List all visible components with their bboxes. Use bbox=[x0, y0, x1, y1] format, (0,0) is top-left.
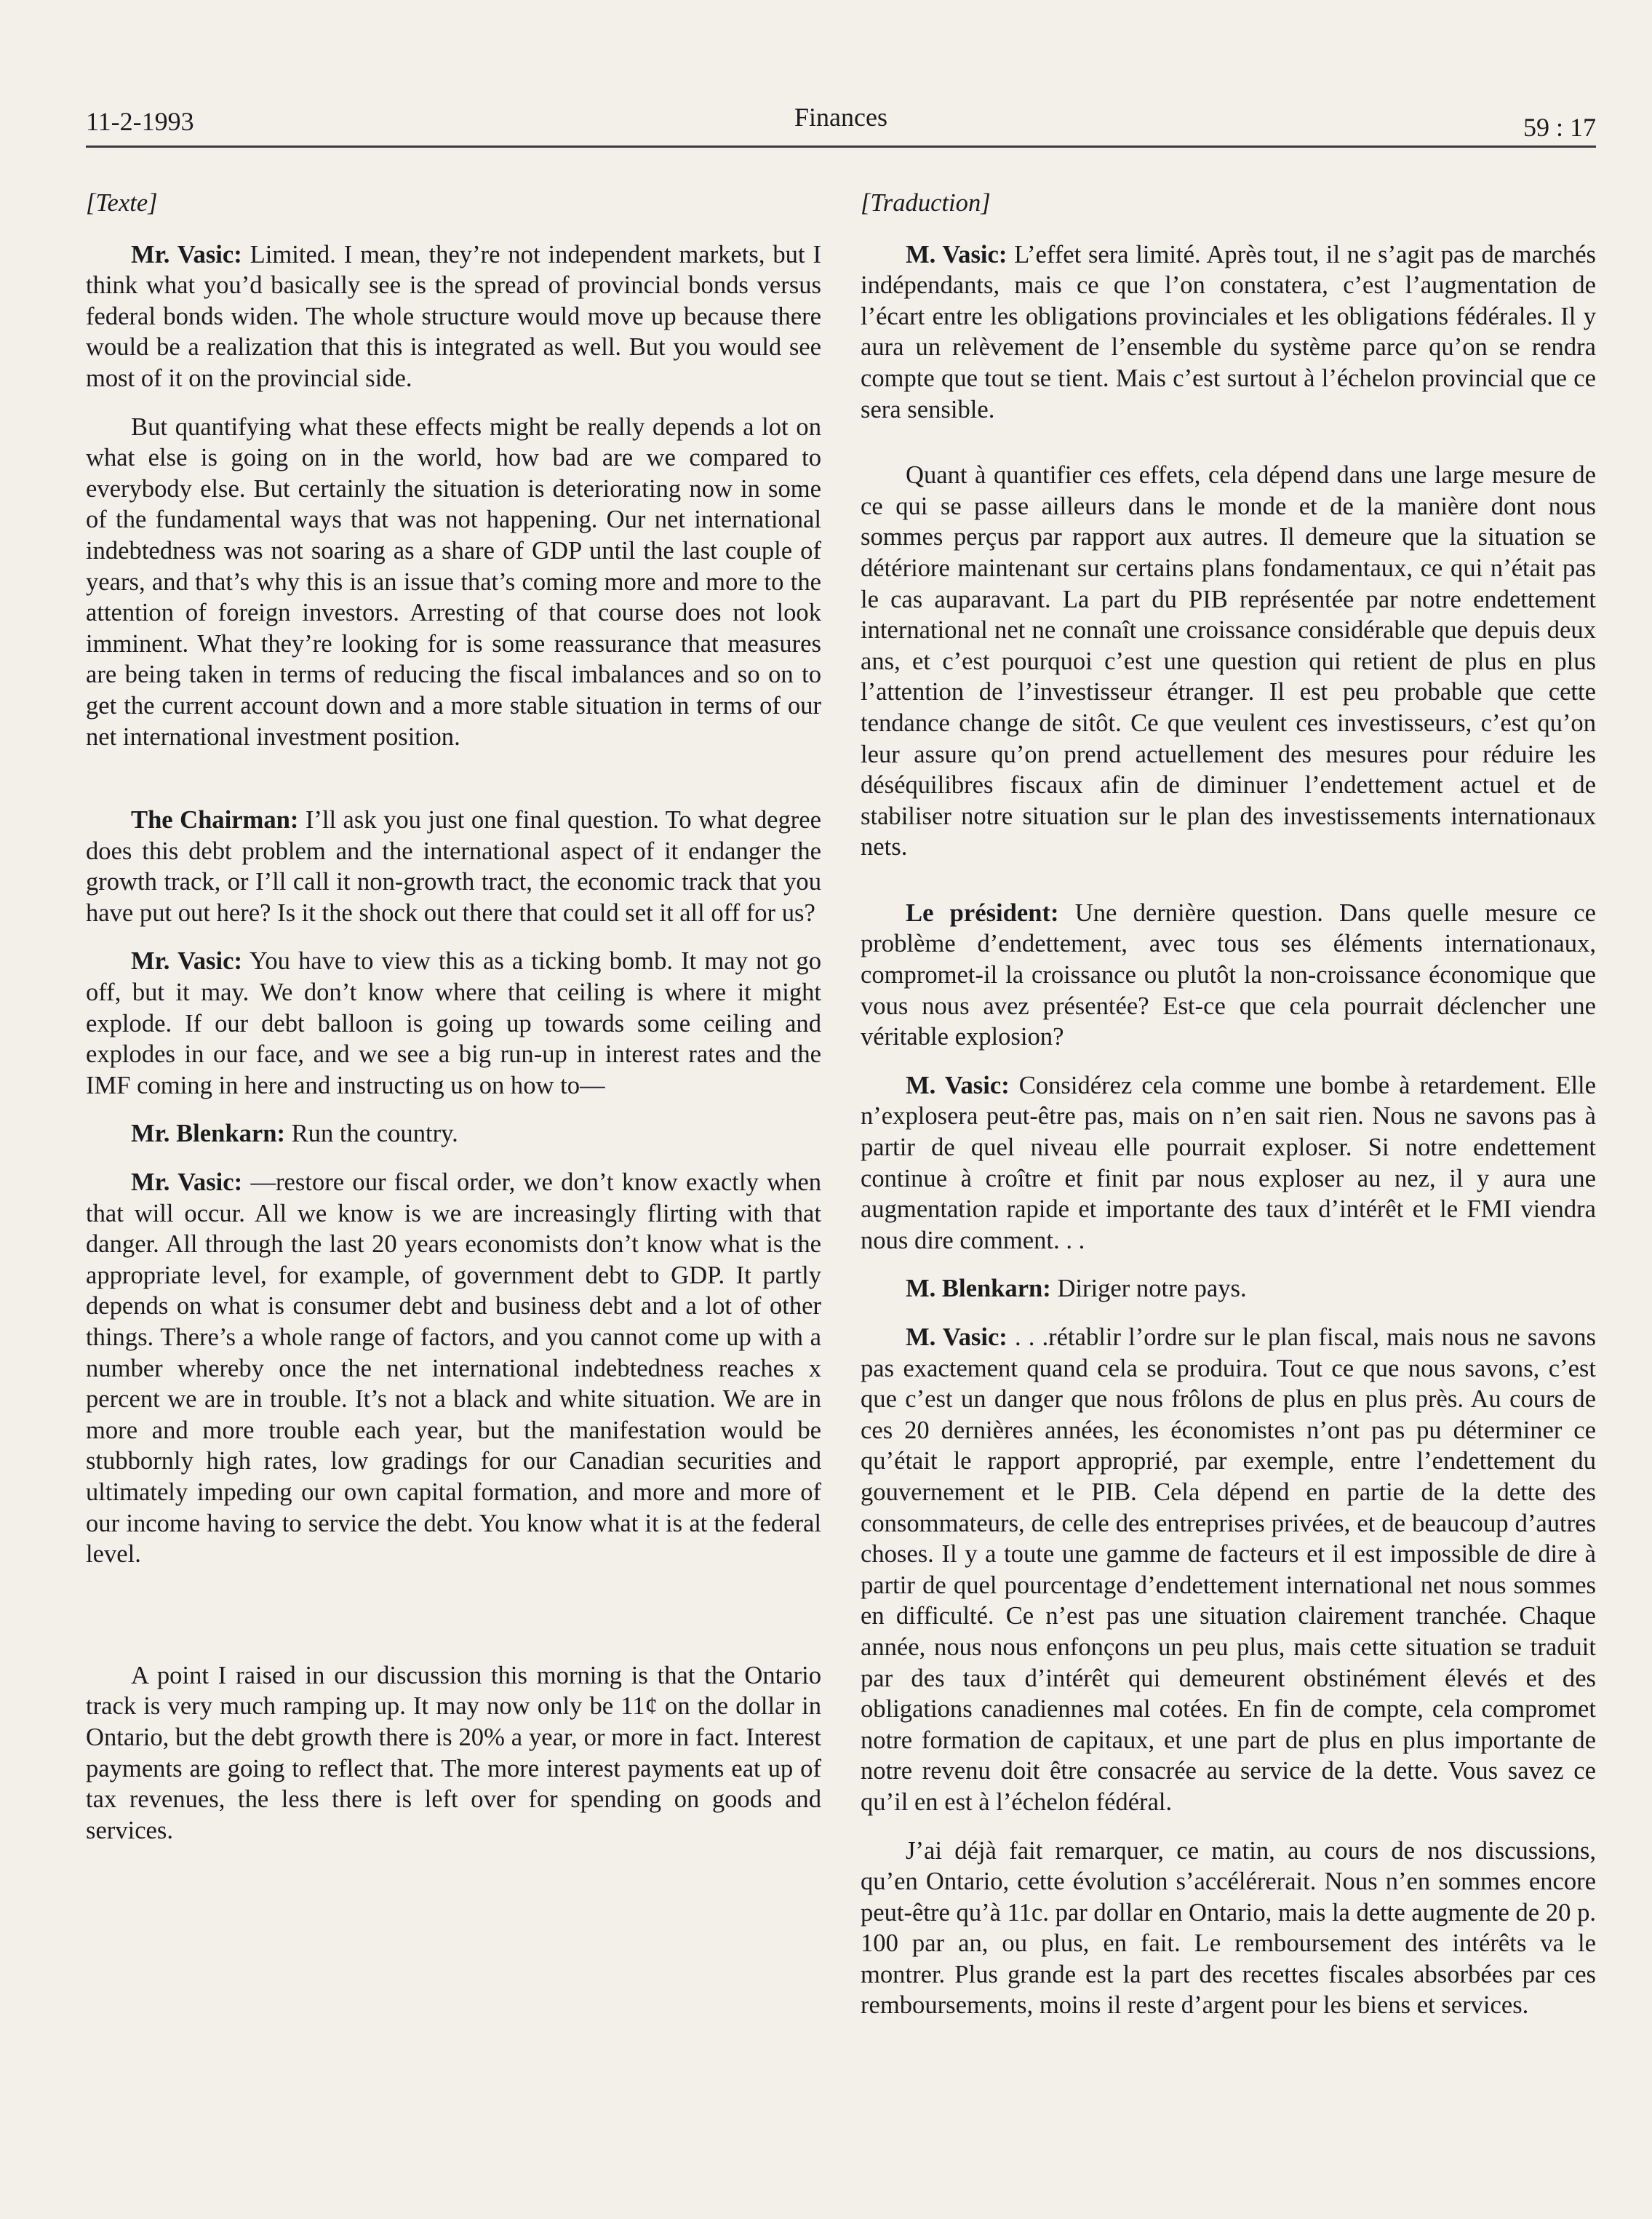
speaker-name: Le président: bbox=[906, 899, 1059, 927]
paragraph bbox=[861, 1322, 1596, 1818]
paragraph bbox=[861, 1273, 1596, 1304]
paragraph bbox=[86, 1167, 821, 1570]
paragraph-text: Run the country. bbox=[284, 1120, 458, 1148]
paragraph-text: Limited. I mean, they’re not independent markets, but I think what you’d basically see is the spread of provincial bonds versus federal bonds widen. The whole structure would move up because there would be a realization that this is integrated as well. But you would see most of it on the provincial side. bbox=[86, 240, 821, 392]
speaker-name: Mr. Blenkarn: bbox=[131, 1120, 285, 1148]
speaker-name: Mr. Vasic: bbox=[131, 947, 242, 976]
column-label: [Traduction] bbox=[861, 189, 991, 217]
paragraph bbox=[861, 1070, 1596, 1256]
paragraph bbox=[86, 805, 821, 928]
paragraph bbox=[861, 1836, 1596, 2022]
paragraph-text: A point I raised in our discussion this morning is that the Ontario track is very much ramping up. It may now only be 11¢ on the dollar in Ontario, but the debt growth there is 20% a year, or more in fact. Interest payments are going to reflect that. The more interest payments eat up of tax revenues, the less there is left over for spending on goods and services. bbox=[86, 1661, 821, 1844]
paragraph-text: J’ai déjà fait remarquer, ce matin, au cours de nos discussions, qu’en Ontario, cette évolution s’accélérerait. Nous n’en sommes encore peut-être qu’à 11c. par dollar en Ontario, mais la dette augmente de 20 p. 100 par an, ou plus, en fait. Le remboursement des intérêts va le montrer. Plus grande est la part des recettes fiscales absorbées par ces remboursements, moins il reste d’argent pour les biens et services. bbox=[861, 1836, 1596, 2020]
paragraph-text: But quantifying what these effects might be really depends a lot on what else is going on in the world, how bad are we compared to everybody else. But certainly the situation is deteriorating now in some of the fundamental ways that was not happening. Our net international indebtedness was not soaring as a share of GDP until the last couple of years, and that’s why this is an issue that’s coming more and more to the attention of foreign investors. Arresting of that course does not look imminent. What they’re looking for is some reassurance that measures are being taken in terms of reducing the fiscal imbalances and so on to get the current account down and a more stable situation in terms of our net international investment position. bbox=[86, 413, 821, 751]
paragraph-text: Une dernière question. Dans quelle mesure ce problème d’endettement, avec tous ses éléments internationaux, compromet-il la croissance ou plutôt la non-croissance économique que vous nous avez présentée? Est-ce que cela pourrait déclencher une véritable explosion? bbox=[861, 899, 1596, 1051]
column-label: [Texte] bbox=[86, 189, 158, 217]
header-page-number: 59 : 17 bbox=[1523, 113, 1596, 142]
speaker-name: M. Blenkarn: bbox=[906, 1275, 1051, 1303]
speaker-name: Mr. Vasic: bbox=[131, 240, 242, 268]
paragraph-text: L’effet sera limité. Après tout, il ne s’agit pas de marchés indépendants, mais ce que l’on constatera, c’est l’augmentation de l’écart entre les obligations provinciales et les obligations fédérales. Il y aura un relèvement de l’ensemble du système parce qu’on se rendra compte que tout se tient. Mais c’est surtout à l’échelon provincial que ce sera sensible. bbox=[861, 240, 1596, 423]
paragraph bbox=[86, 1118, 821, 1150]
paragraph-text: Diriger notre pays. bbox=[1050, 1275, 1247, 1303]
header-date: 11-2-1993 bbox=[86, 107, 194, 136]
paragraph bbox=[86, 239, 821, 394]
paragraph bbox=[861, 460, 1596, 863]
paragraph-text: . . .rétablir l’ordre sur le plan fiscal, mais nous ne savons pas exactement quand cela se produira. Tout ce que nous savons, c’est que c’est un danger que nous frôlons de plus en plus près. Au cours de ces 20 dernières années, les économistes n’ont pas pu déterminer ce qu’était le rapport approprié, par exemple, entre l’endettement du gouvernement et le PIB. Cela dépend en partie de la dette des consommateurs, de celle des entreprises privées, et de beaucoup d’autres choses. Il y a toute une gamme de facteurs et il est impossible de dire à partir de quel pourcentage d’endettement international net nous sommes en difficulté. Ce n’est pas une situation clairement tranchée. Chaque année, nous nous enfonçons un peu plus, mais cette situation se traduit par des taux d’intérêt qui demeurent obstinément élevés et des obligations canadiennes mal cotées. En fin de compte, cela compromet notre formation de capitaux, et une part de plus en plus importante de notre revenu doit être consacrée au service de la dette. Vous savez ce qu’il en est à l’échelon fédéral. bbox=[861, 1323, 1596, 1816]
paragraph-text: Quant à quantifier ces effets, cela dépend dans une large mesure de ce qui se passe ailleurs dans le monde et de la manière dont nous sommes perçus par rapport aux autres. Il demeure que la situation se détériore maintenant sur certains plans fondamentaux, ce qui n’était pas le cas auparavant. La part du PIB représentée par notre endettement international net ne connaît une croissance considérable que depuis deux ans, et c’est pourquoi c’est une question qui retient de plus en plus l’attention de l’investisseur étranger. Il est peu probable que cette tendance change de sitôt. Ce que veulent ces investisseurs, c’est qu’on leur assure qu’on prend actuellement des mesures pour réduire les déséquilibres fiscaux afin de diminuer l’endettement actuel et de stabiliser notre situation sur le plan des investissements internationaux nets. bbox=[861, 461, 1596, 861]
paragraph bbox=[86, 412, 821, 753]
paragraph bbox=[861, 239, 1596, 426]
speaker-name: The Chairman: bbox=[131, 806, 299, 834]
paragraph-text: —restore our fiscal order, we don’t know exactly when that will occur. All we know is we are increasingly flirting with that danger. All through the last 20 years economists don’t know what is the appropriate level, for example, of government debt to GDP. It partly depends on what is consumer debt and business debt and a lot of other things. There’s a whole range of factors, and you cannot come up with a number whereby once the net international indebtedness reaches x percent we are in trouble. It’s not a black and white situation. We are in more and more trouble each year, but the manifestation would be stubbornly high rates, low gradings for our Canadian securities and ultimately impeding our own capital formation, and more and more of our income having to service the debt. You know what it is at the federal level. bbox=[86, 1168, 821, 1569]
speaker-name: Mr. Vasic: bbox=[131, 1168, 243, 1197]
french-column bbox=[861, 188, 1596, 2021]
header-title: Finances bbox=[794, 103, 887, 132]
paragraph-text: You have to view this as a ticking bomb. It may not go off, but it may. We don’t know where that ceiling is where it might explode. If our debt balloon is going up towards some ceiling and explodes in our face, and we see a big run-up in interest rates and the IMF coming in here and instructing us on how to— bbox=[86, 947, 821, 1099]
paragraph bbox=[86, 1660, 821, 1846]
speaker-name: M. Vasic: bbox=[906, 240, 1007, 268]
page-header bbox=[86, 102, 1596, 148]
paragraph bbox=[86, 946, 821, 1101]
paragraph-text: I’ll ask you just one final question. To what degree does this debt problem and the international aspect of it endanger the growth track, or I’ll call it non-growth tract, the economic track that you have put out here? Is it the shock out there that could set it all off for us? bbox=[86, 806, 821, 927]
speaker-name: M. Vasic: bbox=[906, 1323, 1007, 1351]
english-column bbox=[86, 188, 821, 1846]
paragraph bbox=[861, 898, 1596, 1053]
paragraph-text: Considérez cela comme une bombe à retardement. Elle n’explosera peut-être pas, mais on n’en sait rien. Nous ne savons pas à partir de quel niveau elle pourrait exploser. Si notre endettement continue à croître et finit par nous exploser au nez, il y aura une augmentation rapide et importante des taux d’intérêt et le FMI viendra nous dire comment. . . bbox=[861, 1071, 1597, 1254]
speaker-name: M. Vasic: bbox=[906, 1071, 1010, 1099]
